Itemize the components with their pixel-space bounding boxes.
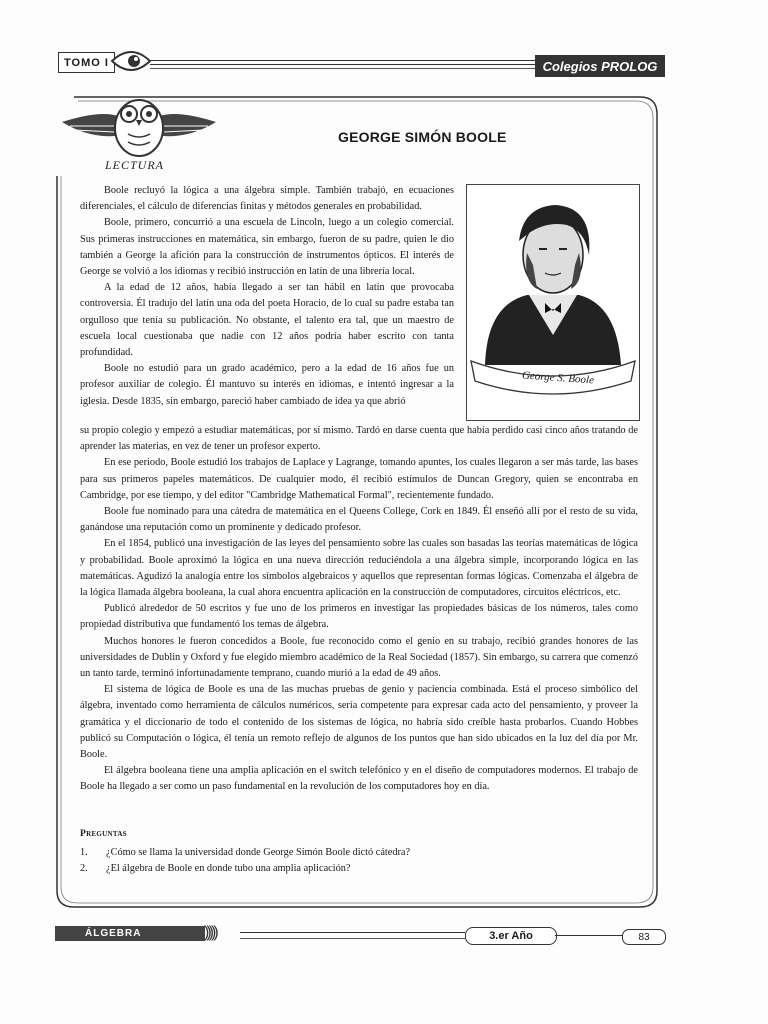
paragraph-continuation: su propio colegio y empezó a estudiar matemáticas, por sí mismo. Tardó en darse cuenta que había perdido casi cinco años tratando de aprender las materias, en vez de tener un profesor experto. xyxy=(80,425,638,453)
questions-section xyxy=(80,826,638,878)
paragraph: Boole fue nominado para una cátedra de matemática en el Queens College, Cork en 1849. Él enseñó allí por el resto de su vida, ganándose una reputación como un prominente y dedicado profesor. xyxy=(80,506,638,534)
portrait-caption: George S. Boole xyxy=(521,369,595,387)
question-number: 2. xyxy=(80,863,88,874)
question-text: ¿Cómo se llama la universidad donde George Simón Boole dictó cátedra? xyxy=(106,846,411,858)
paragraph: En ese periodo, Boole estudió los trabajos de Laplace y Lagrange, tomando apuntes, los cuales llegaron a ser más tarde, las bases para sus primeros papeles matemáticos. De cualquier modo, él recibió estímulos de Duncan Gregory, quien se encontraba en Cambridge, por ese tiempo, y del editor "Cambridge Mathematical Formal", recientemente fundado. xyxy=(80,457,638,501)
paragraph: Publicó alrededor de 50 escritos y fue uno de los primeros en investigar las propiedades básicas de los números, tales como propiedad distributiva que fundamentó los temas de álgebra. xyxy=(80,603,638,631)
paragraph: A la edad de 12 años, había llegado a ser tan hábil en latín que provocaba controversia. Él tradujo del latín una oda del poeta Horacio, de lo cual su padre estaba tan orgulloso que tenía su publicación. No obstante, el talento era tal, que un maestro de escuela local cuestionaba que nadie con 12 años podría haber escrito con tanta profundidad. xyxy=(80,282,454,359)
grade-label: 3.er Año xyxy=(465,927,557,945)
footer-rule xyxy=(240,932,465,933)
article-title: GEORGE SIMÓN BOOLE xyxy=(338,129,507,145)
header-rule-thin xyxy=(150,68,535,69)
paragraph: El álgebra booleana tiene una amplia aplicación en el switch telefónico y en el diseño de computadores modernos. El trabajo de Boole ha llegado a ser como un paso fundamental en la revolución de los computadores hoy en día. xyxy=(80,765,638,793)
article-body-narrow xyxy=(80,183,454,410)
page-number: 83 xyxy=(622,929,666,945)
question-item xyxy=(80,861,638,878)
article-body-wide xyxy=(80,423,638,796)
volume-label: TOMO I xyxy=(58,52,115,73)
portrait-frame xyxy=(466,184,640,421)
questions-heading: Preguntas xyxy=(80,829,127,839)
paragraph: Boole recluyó la lógica a una álgebra simple. También trabajó, en ecuaciones diferenciales, el cálculo de diferencias finitas y métodos generales en probabilidad. xyxy=(80,185,454,213)
badge-label: LECTURA xyxy=(105,158,165,172)
eye-logo-icon xyxy=(110,45,152,77)
footer-rule-right xyxy=(555,935,623,936)
question-text: ¿El álgebra de Boole en donde tubo una amplia aplicación? xyxy=(106,863,351,874)
question-number: 1. xyxy=(80,846,88,858)
paragraph: Boole no estudió para un grado académico, pero a la edad de 16 años fue un profesor auxiliar de colegio. Él mantuvo su interés en idiomas, e intentó ingresar a la iglesia. Desde 1835, sin embargo, pareció haber cambiado de idea ya que abrió xyxy=(80,363,454,407)
brand-label: Colegios PROLOG xyxy=(535,55,665,77)
footer-rule-thin xyxy=(240,938,465,939)
paragraph: Boole, primero, concurrió a una escuela de Lincoln, luego a un colegio comercial. Sus primeras instrucciones en matemática, sin embargo, fueron de su padre, quien le dio también a George la afición para la construcción de instrumentos ópticos. El interés de George se volvió a los idiomas y recibió instrucción en latín de una librería local. xyxy=(80,217,454,278)
chevrons-icon: ))))) xyxy=(204,924,216,941)
header-rule xyxy=(150,60,535,65)
paragraph: Muchos honores le fueron concedidos a Boole, fue reconocido como el genio en su trabajo, recibió grandes honores de las universidades de Dublin y Oxford y fue elegido miembro académico de la Real Sociedad (1857). Sin embargo, su carrera que comenzó un tanto tarde, terminó infortunadamente temprano, cuando murió a la edad de 49 años. xyxy=(80,635,638,680)
subject-label: ÁLGEBRA xyxy=(55,926,205,941)
question-item xyxy=(80,845,638,862)
paragraph: El sistema de lógica de Boole es una de las muchas pruebas de genio y paciencia combinada. Está el proceso simbólico del álgebra, inventado como herramienta de cálculos numéricos, sería competente para expresar cada acto del pensamiento, y proveer la gramática y el diccionario de todo el contenido de los sistemas de lógica, no habría sido creíble hasta probarlos. Cuando Hobbes publicó su Computación o lógica, él tenía un remoto reflejo de algunos de los puntos que han sido ubicados en la luz del día por Mr. Boole. xyxy=(80,684,638,761)
portrait-icon xyxy=(467,185,639,420)
paragraph: En el 1854, publicó una investigación de las leyes del pensamiento sobre las cuales son basadas las teorías matemáticas de lógica y probabilidad. Boole aproximó la lógica en una nueva dirección reduciéndola a una álgebra simple, incorporando lógica en las matemáticas. Agudizó la analogía entre los símbolos algebraicos y aquellos que representan formas lógicas. Comenzaba el álgebra de la lógica llamada álgebra booleana, la cual ahora encuentra aplicación en la construcción de computadores, circuitos eléctricos, etc. xyxy=(80,538,638,599)
